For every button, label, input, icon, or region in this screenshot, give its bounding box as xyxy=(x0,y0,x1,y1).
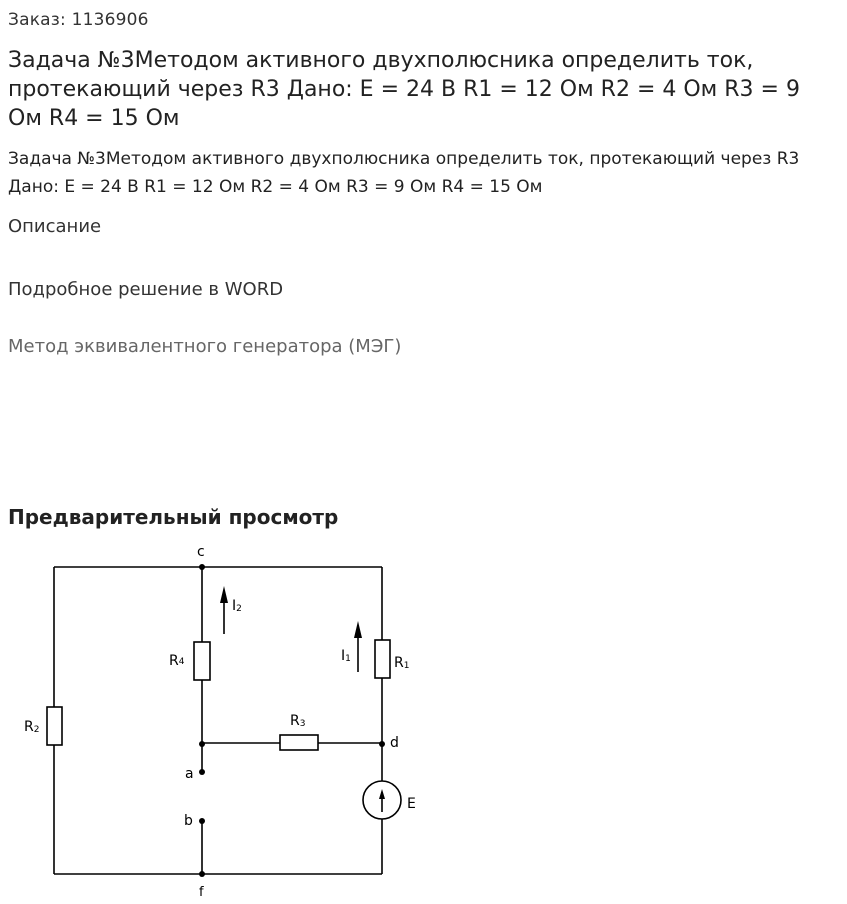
source-label: E xyxy=(407,796,416,812)
node-c-label: c xyxy=(197,544,205,560)
current-i2-arrowhead xyxy=(220,586,228,603)
current-i2-label: I2 xyxy=(232,598,242,614)
node-a-dot xyxy=(199,769,205,775)
task-summary: Задача №3Методом активного двухполюсника определить ток, протекающий через R3 Дано: Е = 24 В R1 = 12 Ом R2 = 4 Ом R3 = 9 Ом R4 = 15 Ом xyxy=(8,149,800,197)
description-detail: Подробное решение в WORD xyxy=(8,279,284,300)
node-d-label: d xyxy=(390,735,399,751)
method-name: Метод эквивалентного генератора (МЭГ) xyxy=(8,336,402,357)
circuit-diagram xyxy=(0,535,440,900)
resistor-r3-label: R3 xyxy=(290,713,306,729)
node-a-junction-dot xyxy=(199,741,205,747)
description-label: Описание xyxy=(8,216,102,237)
node-d-dot xyxy=(379,741,385,747)
node-b-dot xyxy=(199,818,205,824)
task-title: Задача №3Методом активного двухполюсника определить ток, протекающий через R3 Дано: Е = 24 В R1 = 12 Ом R2 = 4 Ом R3 = 9 Ом R4 = 15 Ом xyxy=(8,48,800,131)
node-f-label: f xyxy=(199,885,204,900)
resistor-r1 xyxy=(375,640,390,678)
node-b-label: b xyxy=(184,813,193,829)
node-a-label: a xyxy=(185,766,194,782)
order-number: Заказ: 1136906 xyxy=(8,10,149,30)
node-f-dot xyxy=(199,871,205,877)
node-c-dot xyxy=(199,564,205,570)
source-arrow-head xyxy=(379,789,385,799)
resistor-r1-label: R1 xyxy=(394,655,410,671)
current-i1-label: I1 xyxy=(341,648,351,664)
resistor-r2-label: R2 xyxy=(24,719,40,735)
resistor-r4-label: R4 xyxy=(169,653,185,669)
resistor-r4 xyxy=(194,642,210,680)
preview-heading: Предварительный просмотр xyxy=(8,505,339,529)
resistor-r3 xyxy=(280,735,318,750)
current-i1-arrowhead xyxy=(354,621,362,638)
resistor-r2 xyxy=(47,707,62,745)
